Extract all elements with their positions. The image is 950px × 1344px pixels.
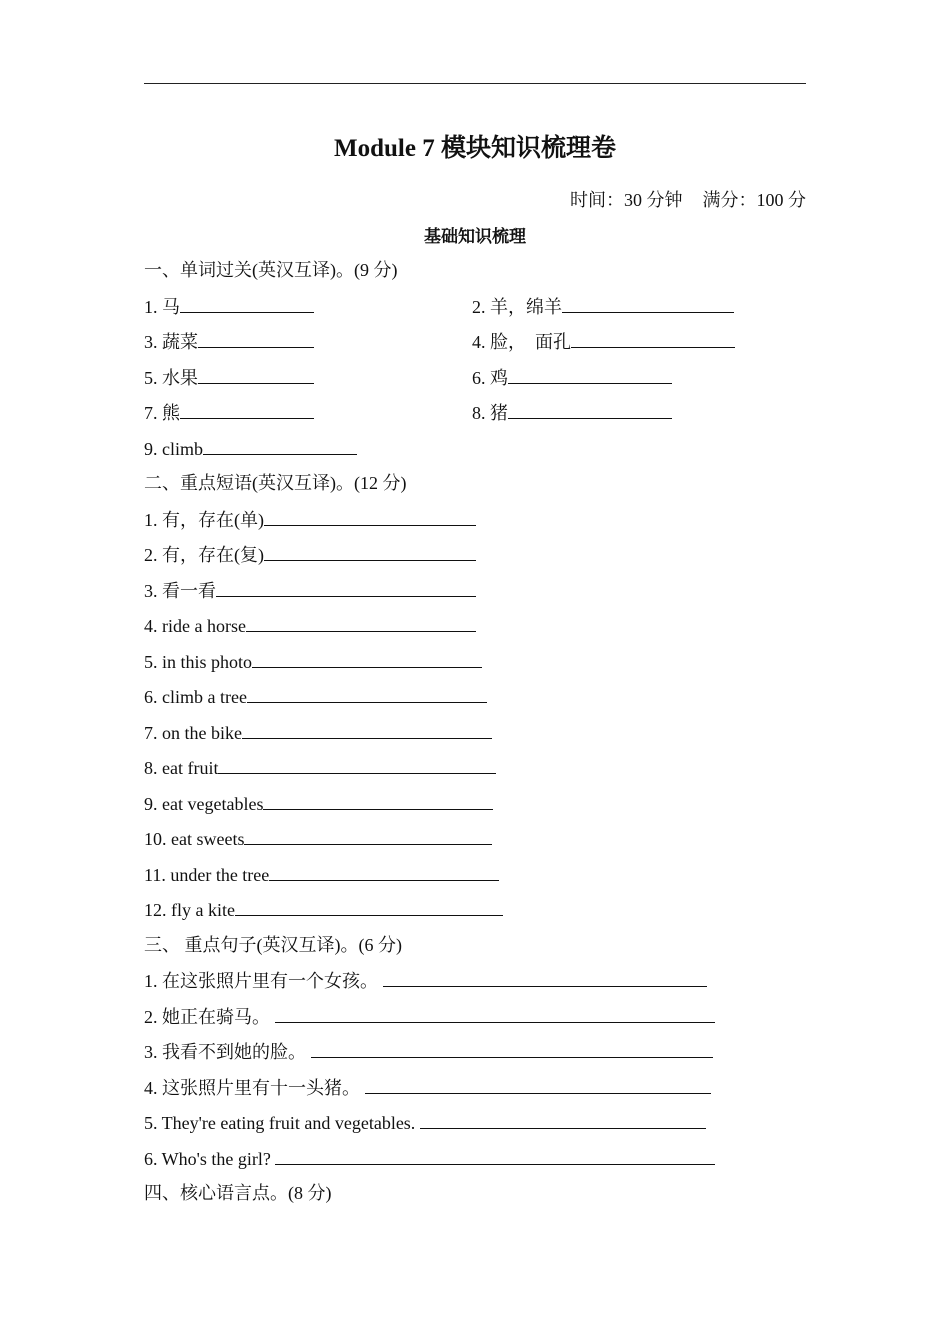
question-item: 5. 水果 bbox=[144, 365, 314, 390]
answer-blank[interactable] bbox=[263, 791, 493, 810]
exam-score: 满分：100 分 bbox=[702, 190, 806, 210]
answer-blank[interactable] bbox=[198, 365, 314, 384]
answer-blank[interactable] bbox=[244, 826, 492, 845]
question-item: 12. fly a kite bbox=[144, 897, 503, 922]
question-item: 7. 熊 bbox=[144, 400, 314, 425]
question-item: 5. in this photo bbox=[144, 649, 482, 674]
answer-blank[interactable] bbox=[203, 436, 357, 455]
question-item: 8. 猪 bbox=[472, 400, 672, 425]
question-item: 2. 羊，绵羊 bbox=[472, 294, 734, 319]
answer-blank[interactable] bbox=[247, 684, 487, 703]
question-item: 7. on the bike bbox=[144, 720, 492, 745]
question-item: 9. climb bbox=[144, 436, 357, 461]
question-item: 6. Who's the girl? bbox=[144, 1146, 715, 1171]
answer-blank[interactable] bbox=[508, 365, 672, 384]
answer-blank[interactable] bbox=[264, 542, 476, 561]
section-heading-4: 四、核心语言点。(8 分) bbox=[144, 1183, 332, 1203]
question-item: 2. 她正在骑马。 bbox=[144, 1004, 715, 1029]
question-item: 8. eat fruit bbox=[144, 755, 496, 780]
exam-meta bbox=[570, 188, 806, 212]
answer-blank[interactable] bbox=[198, 329, 314, 348]
answer-blank[interactable] bbox=[216, 578, 476, 597]
question-item: 3. 我看不到她的脸。 bbox=[144, 1039, 713, 1064]
answer-blank[interactable] bbox=[242, 720, 492, 739]
question-item: 2. 有，存在(复) bbox=[144, 542, 476, 567]
answer-blank[interactable] bbox=[180, 294, 314, 313]
page-title: Module 7 模块知识梳理卷 bbox=[334, 135, 616, 162]
question-item: 1. 有，存在(单) bbox=[144, 507, 476, 532]
answer-blank[interactable] bbox=[275, 1146, 715, 1165]
question-item: 3. 看一看 bbox=[144, 578, 476, 603]
answer-blank[interactable] bbox=[252, 649, 482, 668]
exam-time: 时间：30 分钟 bbox=[570, 190, 683, 210]
question-item: 1. 在这张照片里有一个女孩。 bbox=[144, 968, 707, 993]
question-item: 6. climb a tree bbox=[144, 684, 487, 709]
question-item: 3. 蔬菜 bbox=[144, 329, 314, 354]
section-group-title: 基础知识梳理 bbox=[424, 227, 526, 246]
answer-blank[interactable] bbox=[218, 755, 496, 774]
question-item: 11. under the tree bbox=[144, 862, 499, 887]
question-item: 4. 脸， 面孔 bbox=[472, 329, 735, 354]
answer-blank[interactable] bbox=[562, 294, 734, 313]
answer-blank[interactable] bbox=[365, 1075, 711, 1094]
answer-blank[interactable] bbox=[246, 613, 476, 632]
answer-blank[interactable] bbox=[269, 862, 499, 881]
answer-blank[interactable] bbox=[180, 400, 314, 419]
question-item: 10. eat sweets bbox=[144, 826, 492, 851]
question-item: 4. ride a horse bbox=[144, 613, 476, 638]
question-item: 4. 这张照片里有十一头猪。 bbox=[144, 1075, 711, 1100]
section-heading-3: 三、 重点句子(英汉互译)。(6 分) bbox=[144, 935, 402, 955]
section-heading-1: 一、单词过关(英汉互译)。(9 分) bbox=[144, 260, 398, 280]
answer-blank[interactable] bbox=[264, 507, 476, 526]
answer-blank[interactable] bbox=[275, 1004, 715, 1023]
question-item: 5. They're eating fruit and vegetables. bbox=[144, 1110, 706, 1135]
answer-blank[interactable] bbox=[571, 329, 735, 348]
header-rule bbox=[144, 83, 806, 84]
answer-blank[interactable] bbox=[420, 1110, 706, 1129]
question-item: 6. 鸡 bbox=[472, 365, 672, 390]
answer-blank[interactable] bbox=[235, 897, 503, 916]
answer-blank[interactable] bbox=[383, 968, 707, 987]
answer-blank[interactable] bbox=[508, 400, 672, 419]
question-item: 9. eat vegetables bbox=[144, 791, 493, 816]
answer-blank[interactable] bbox=[311, 1039, 713, 1058]
question-item: 1. 马 bbox=[144, 294, 314, 319]
section-heading-2: 二、重点短语(英汉互译)。(12 分) bbox=[144, 473, 407, 493]
